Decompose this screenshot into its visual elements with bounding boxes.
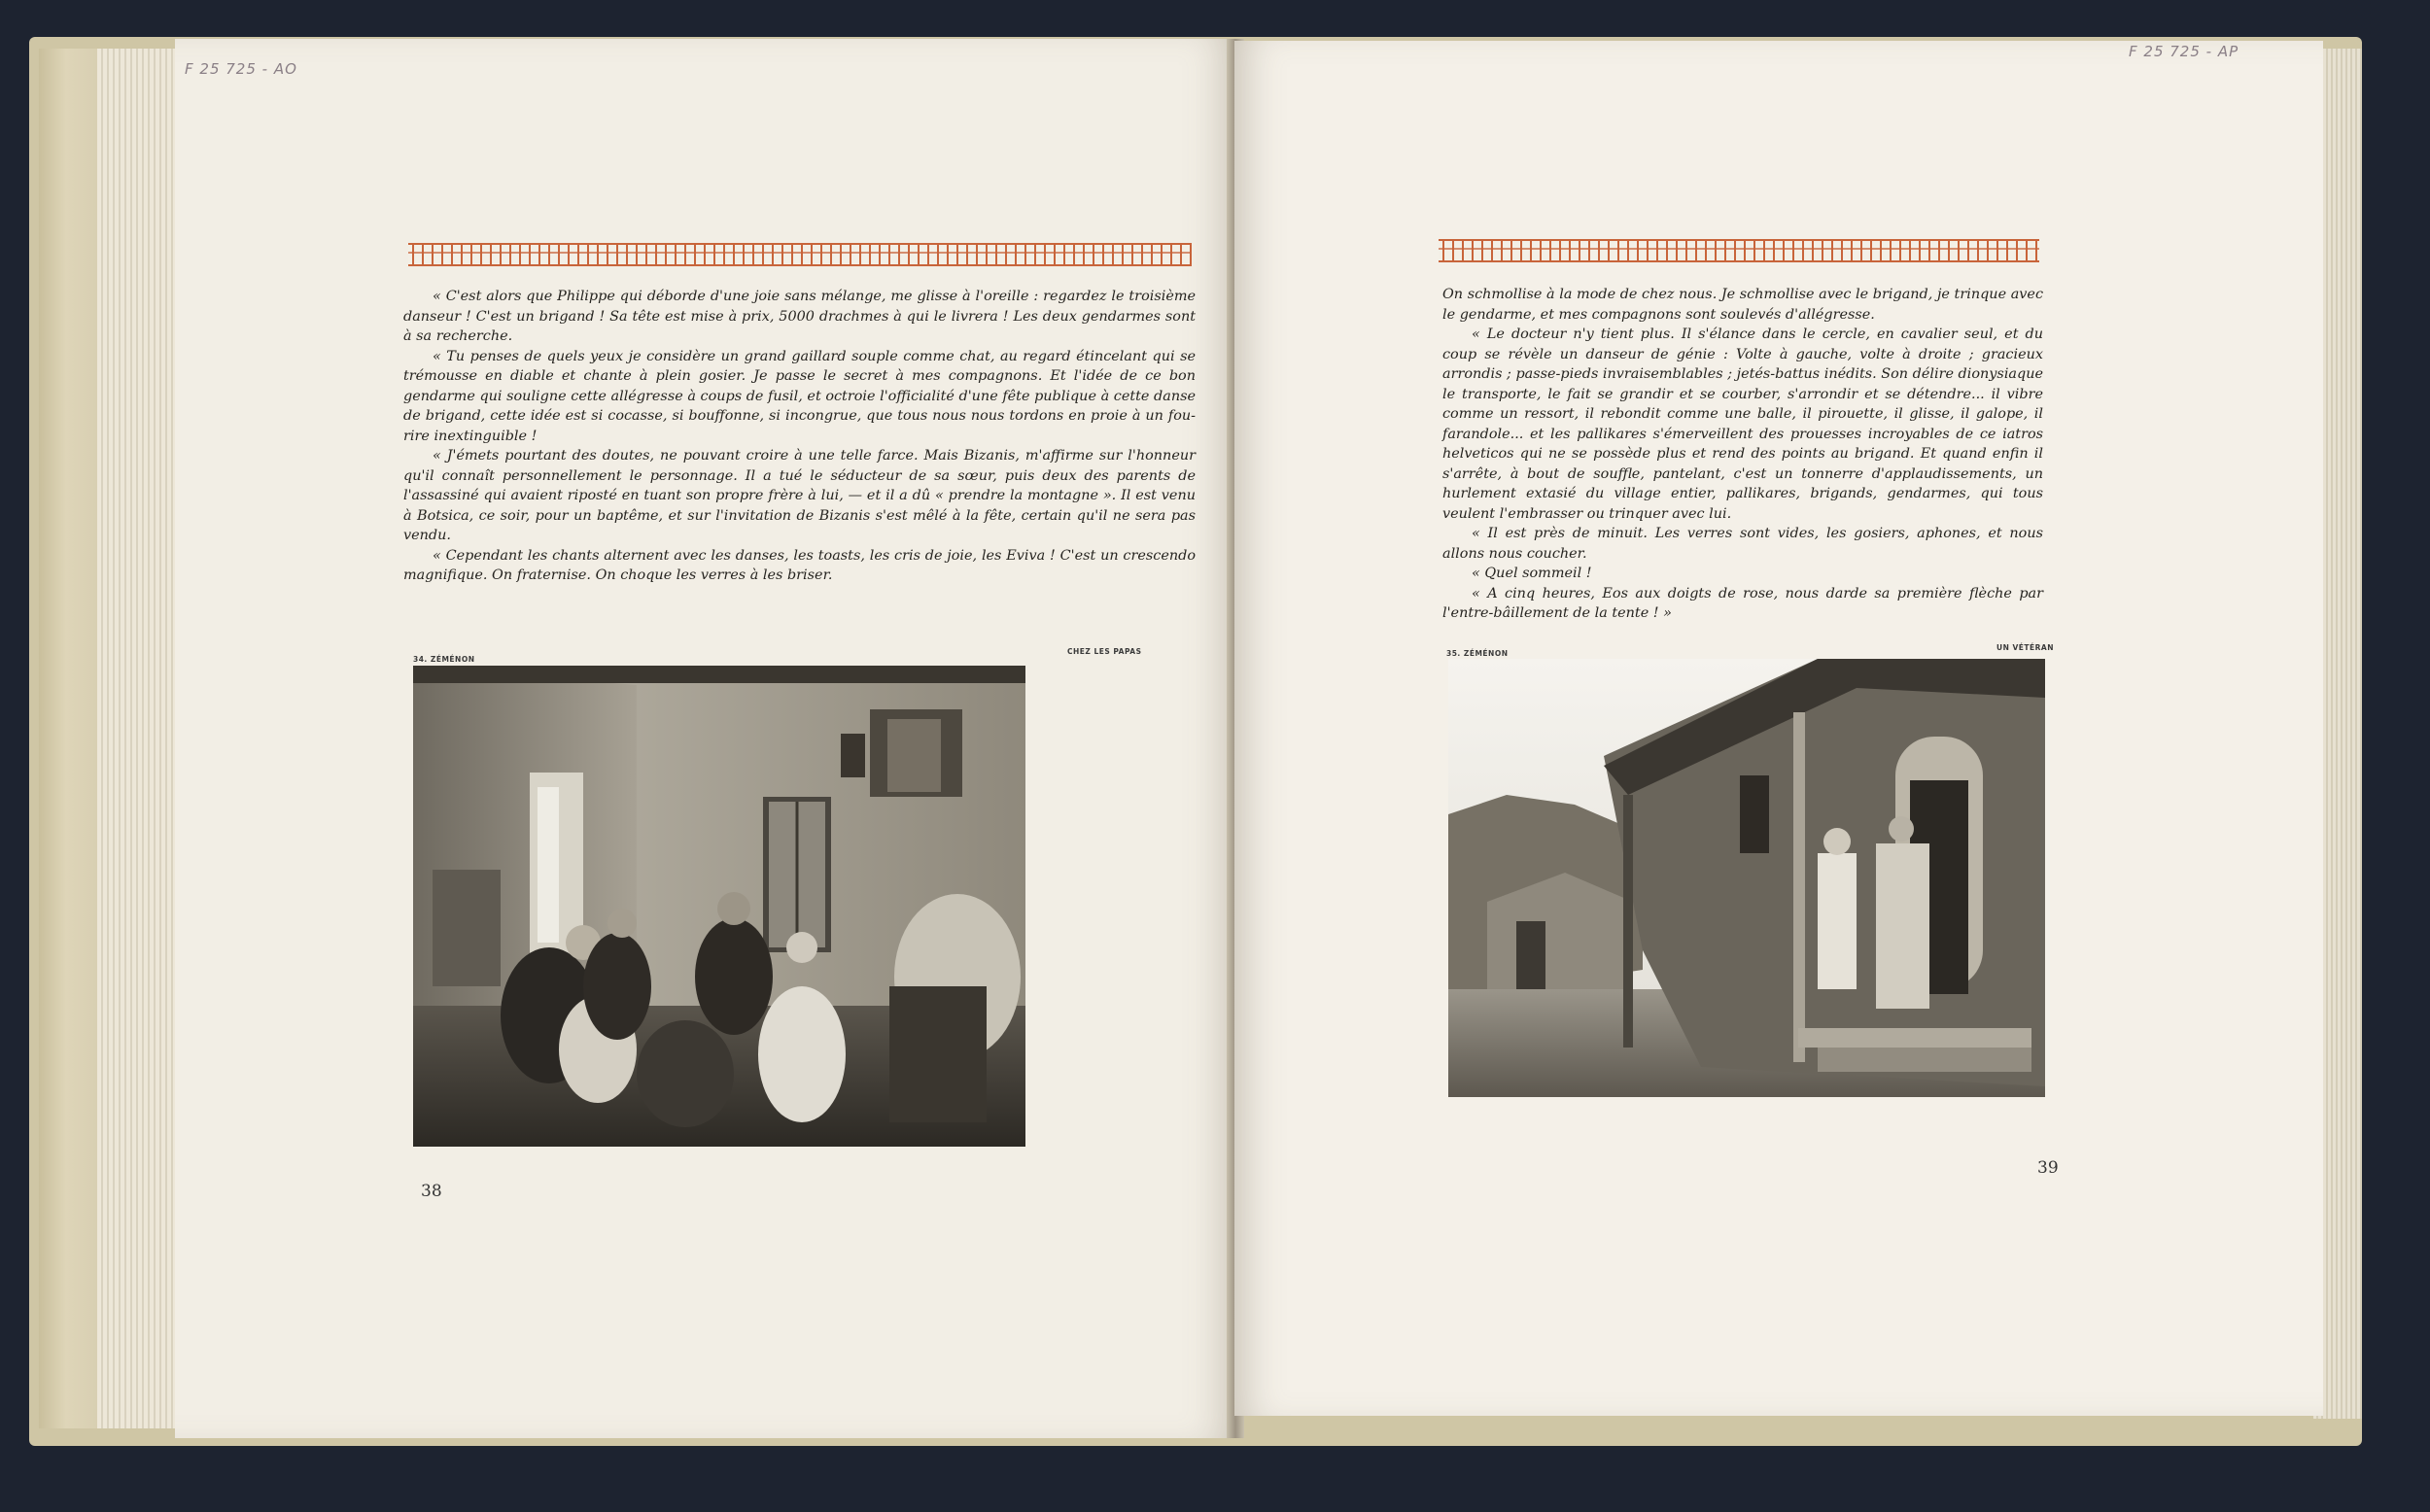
plate-title: CHEZ LES PAPAS <box>1067 647 1142 656</box>
left-page <box>175 39 1234 1438</box>
paragraph: « J'émets pourtant des doutes, ne pouvant croire à une telle farce. Mais Bizanis, m'affirme sur l'honneur qu'il connaît personnellement le personnage. Il a tué le séducteur de sa sœur, puis deux des parents de l'assassiné qui avaient riposté en tuant son propre frère à lui, — et il a dû « prendre la montagne ». Il est venu à Botsica, ce soir, pour un baptême, et sur l'invitation de Bizanis s'est mêlé à la fête, certain qu'il ne sera pas vendu. <box>403 448 1196 543</box>
plate-title: UN VÉTÉRAN <box>1996 643 2055 652</box>
paragraph: « C'est alors que Philippe qui déborde d'une joie sans mélange, me glisse à l'oreille : regardez le troisième danseur ! C'est un brigand ! Sa tête est mise à prix, 5000 drachmes à qui le livrera ! Les deux gendarmes sont à sa recherche. <box>403 289 1196 344</box>
right-body-text <box>1442 285 2043 624</box>
page-number: 39 <box>2037 1158 2059 1178</box>
plate-number: 35. ZÉMÉNON <box>1446 649 1509 658</box>
photo-veteran-house <box>1448 659 2045 1097</box>
photo-interior-priests <box>413 666 1025 1147</box>
archive-note: F 25 725 - AO <box>185 60 297 78</box>
right-page <box>1234 41 2323 1416</box>
greek-key-ornament <box>408 243 1192 266</box>
page-number: 38 <box>421 1182 442 1201</box>
paragraph: On schmollise à la mode de chez nous. Je schmollise avec le brigand, je trinque avec le gendarme, et mes compagnons sont soulevés d'allégresse. <box>1442 287 2043 323</box>
greek-key-ornament <box>1439 239 2039 262</box>
paragraph: « Le docteur n'y tient plus. Il s'élance dans le cercle, en cavalier seul, et du coup se révèle un danseur de génie : Volte à gauche, volte à droite ; gracieux arrondis ; passe-pieds invraisemblables ; jetés-battus inédits. Son délire dionysiaque le transporte, le fait se grandir et se courber, s'arrondir et se détendre... il vibre comme un ressort, il rebondit comme une balle, il pirouette, il glisse, il galope, il farandole... et les pallikares s'émerveillent des prouesses incroyables de ce iatros helveticos qui ne se possède plus et rend des points au brigand. Et quand enfin il s'arrête, à bout de souffle, pantelant, c'est un tonnerre d'applaudissements, un hurlement extasié du village entier, pallikares, brigands, gendarmes, qui tous veulent l'embrasser ou trinquer avec lui. <box>1442 326 2043 522</box>
paragraph: « A cinq heures, Eos aux doigts de rose, nous darde sa première flèche par l'entre-bâillement de la tente ! » <box>1442 585 2043 621</box>
paragraph: « Quel sommeil ! <box>1472 566 1592 581</box>
left-body-text <box>403 287 1196 586</box>
paragraph: « Tu penses de quels yeux je considère un grand gaillard souple comme chat, au regard étincelant qui se trémousse en diable et chante à plein gosier. Je passe le secret à mes compagnons. Et l'idée de ce bon gendarme qui souligne cette allégresse à coups de fusil, et octroie l'officialité d'une fête publique à cette danse de brigand, cette idée est si cocasse, si bouffonne, si incongrue, que tous nous nous tordons en proie à un fou-rire inextinguible ! <box>403 348 1196 444</box>
paragraph: « Cependant les chants alternent avec les danses, les toasts, les cris de joie, les Eviva ! C'est un crescendo magnifique. On fraternise. On choque les verres à les briser. <box>403 547 1196 583</box>
archive-note: F 25 725 - AP <box>2129 43 2239 60</box>
plate-number: 34. ZÉMÉNON <box>413 655 475 664</box>
paragraph: « Il est près de minuit. Les verres sont vides, les gosiers, aphones, et nous allons nous coucher. <box>1442 526 2043 562</box>
